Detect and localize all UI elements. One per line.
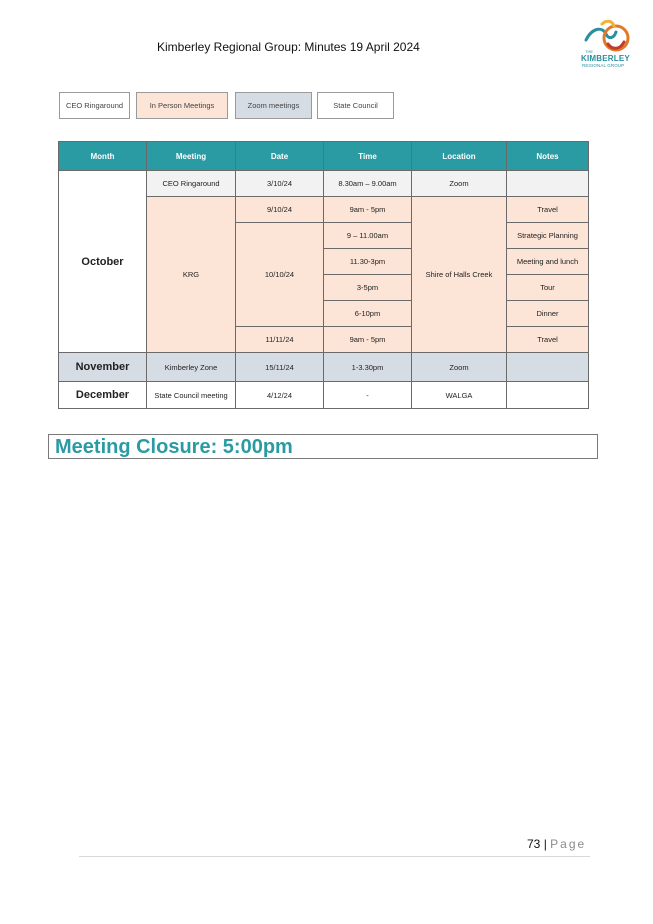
cell-notes: Meeting and lunch bbox=[507, 249, 589, 275]
meeting-closure-heading: Meeting Closure: 5:00pm bbox=[55, 436, 293, 458]
header-meeting: Meeting bbox=[147, 142, 236, 171]
cell-date: 9/10/24 bbox=[236, 197, 324, 223]
document-header-title: Kimberley Regional Group: Minutes 19 April 2024 bbox=[157, 40, 420, 54]
cell-meeting: Kimberley Zone bbox=[147, 353, 236, 382]
cell-notes: Travel bbox=[507, 197, 589, 223]
page-label: Page bbox=[550, 837, 587, 851]
footer-divider bbox=[79, 856, 590, 857]
cell-time: 3-5pm bbox=[324, 275, 412, 301]
cell-notes bbox=[507, 353, 589, 382]
month-november: November bbox=[59, 353, 147, 382]
header-location: Location bbox=[412, 142, 507, 171]
cell-location-halls-creek: Shire of Halls Creek bbox=[412, 197, 507, 353]
table-row bbox=[59, 353, 589, 382]
legend-state-council: State Council bbox=[317, 92, 394, 119]
header-notes: Notes bbox=[507, 142, 589, 171]
header-date: Date bbox=[236, 142, 324, 171]
page-separator: | bbox=[543, 837, 547, 851]
logo-sub-text: REGIONAL GROUP bbox=[582, 63, 625, 68]
page-number: 73 bbox=[527, 837, 541, 851]
cell-time: 9am - 5pm bbox=[324, 197, 412, 223]
cell-time: 8.30am – 9.00am bbox=[324, 171, 412, 197]
cell-time: 6-10pm bbox=[324, 301, 412, 327]
cell-meeting-krg: KRG bbox=[147, 197, 236, 353]
cell-location: WALGA bbox=[412, 382, 507, 409]
cell-time: - bbox=[324, 382, 412, 409]
cell-notes: Strategic Planning bbox=[507, 223, 589, 249]
header-time: Time bbox=[324, 142, 412, 171]
month-december: December bbox=[59, 382, 147, 409]
cell-notes: Tour bbox=[507, 275, 589, 301]
cell-notes: Dinner bbox=[507, 301, 589, 327]
cell-location: Zoom bbox=[412, 171, 507, 197]
header-month: Month bbox=[59, 142, 147, 171]
cell-meeting: CEO Ringaround bbox=[147, 171, 236, 197]
cell-location: Zoom bbox=[412, 353, 507, 382]
meeting-closure-box bbox=[48, 434, 598, 459]
cell-time: 1-3.30pm bbox=[324, 353, 412, 382]
cell-time: 11.30-3pm bbox=[324, 249, 412, 275]
page-footer bbox=[527, 837, 586, 851]
logo-name-text: KIMBERLEY bbox=[581, 54, 630, 63]
cell-date: 15/11/24 bbox=[236, 353, 324, 382]
cell-date: 10/10/24 bbox=[236, 223, 324, 327]
cell-notes: Travel bbox=[507, 327, 589, 353]
legend-zoom-meetings: Zoom meetings bbox=[235, 92, 312, 119]
cell-date: 11/11/24 bbox=[236, 327, 324, 353]
cell-time: 9am - 5pm bbox=[324, 327, 412, 353]
legend-in-person-meetings: In Person Meetings bbox=[136, 92, 228, 119]
table-row bbox=[59, 171, 589, 197]
cell-notes bbox=[507, 171, 589, 197]
cell-meeting: State Council meeting bbox=[147, 382, 236, 409]
logo-the-text: THE bbox=[585, 49, 593, 54]
table-row bbox=[59, 382, 589, 409]
month-october: October bbox=[59, 171, 147, 353]
legend-ceo-ringaround: CEO Ringaround bbox=[59, 92, 130, 119]
cell-date: 3/10/24 bbox=[236, 171, 324, 197]
cell-time: 9 – 11.00am bbox=[324, 223, 412, 249]
cell-notes bbox=[507, 382, 589, 409]
meeting-schedule-table bbox=[58, 141, 589, 409]
table-header-row bbox=[59, 142, 589, 171]
cell-date: 4/12/24 bbox=[236, 382, 324, 409]
